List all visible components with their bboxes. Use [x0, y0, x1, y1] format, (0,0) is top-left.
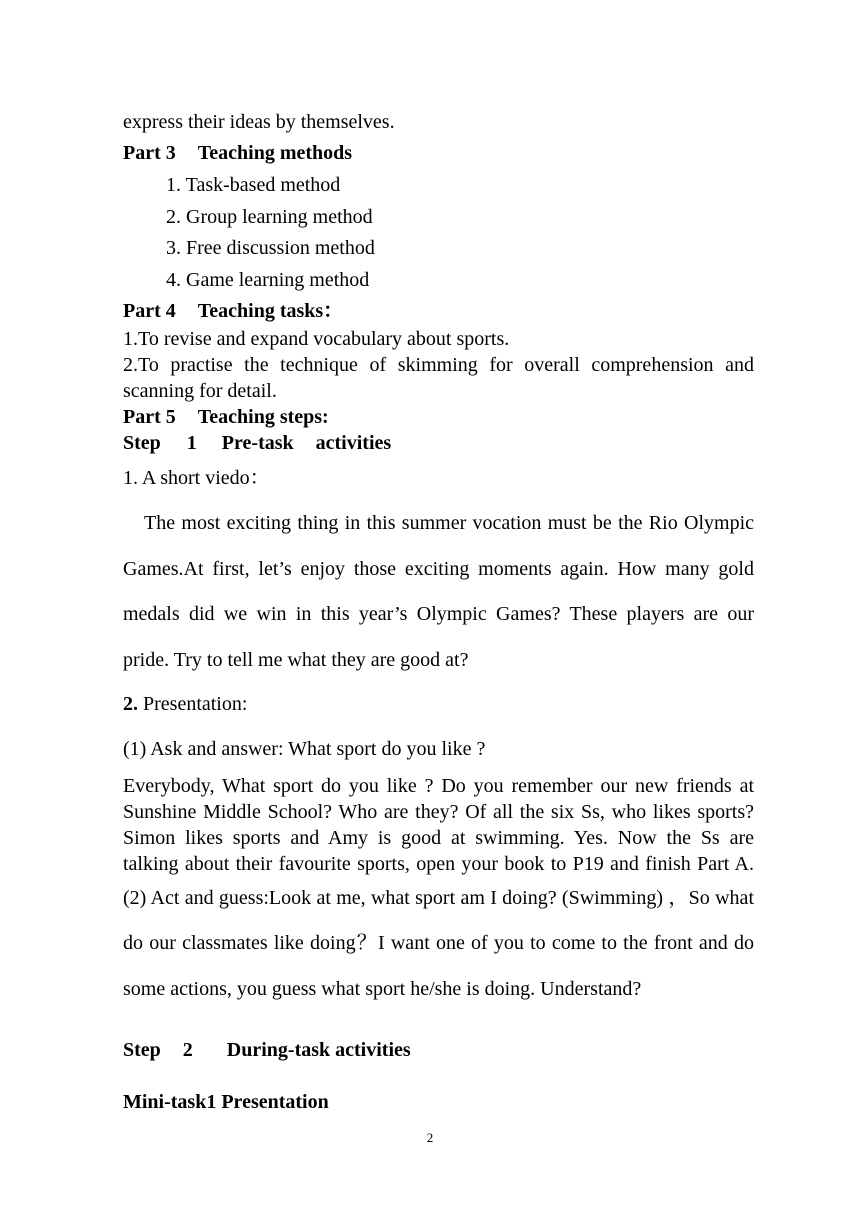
step1-heading: [123, 431, 391, 455]
task-item: 2.To practise the technique of skimming for overall comprehension and: [123, 354, 754, 376]
part5-label: Part 5: [123, 406, 176, 428]
page-number: 2: [426, 1130, 434, 1145]
task-item-continued: scanning for detail.: [123, 380, 277, 402]
part3-label: Part 3: [123, 142, 176, 164]
step1-word: Step: [123, 432, 161, 454]
step2-word: Step: [123, 1039, 161, 1061]
step1-title-a: Pre-task: [221, 432, 294, 454]
task-item: 1.To revise and expand vocabulary about sports.: [123, 328, 510, 350]
presentation-label: Presentation:: [143, 693, 248, 715]
act-line: (2) Act and guess:Look at me, what sport am I doing? (Swimming) ，So what: [123, 887, 754, 909]
video-heading: 1. A short viedo：: [123, 467, 270, 489]
method-item: 1. Task-based method: [166, 174, 341, 196]
step2-number: 2: [182, 1039, 193, 1061]
step2-heading: [123, 1038, 411, 1062]
video-line: pride. Try to tell me what they are good at?: [123, 649, 469, 671]
method-item: 4. Game learning method: [166, 269, 370, 291]
step1-number: 1: [186, 432, 197, 454]
part3-heading: [123, 141, 352, 165]
video-line: Games.At first, let’s enjoy those exciting moments again. How many gold: [123, 558, 754, 580]
act-line: do our classmates like doing？I want one of you to come to the front and do: [123, 932, 754, 954]
method-item: 2. Group learning method: [166, 206, 373, 228]
part4-label: Part 4: [123, 300, 176, 322]
ask-line: Sunshine Middle School? Who are they? Of all the six Ss, who likes sports?: [123, 801, 754, 823]
mini-task-heading: Mini-task1 Presentation: [123, 1091, 329, 1113]
ask-answer-heading: (1) Ask and answer: What sport do you like ?: [123, 738, 486, 760]
ask-line: Simon likes sports and Amy is good at swimming. Yes. Now the Ss are: [123, 827, 754, 849]
presentation-heading: [123, 692, 247, 716]
continuation-line: express their ideas by themselves.: [123, 111, 395, 133]
part4-title: Teaching tasks：: [197, 300, 344, 322]
part5-heading: [123, 405, 329, 429]
part5-title: Teaching steps:: [197, 406, 329, 428]
part3-title: Teaching methods: [197, 142, 353, 164]
method-item: 3. Free discussion method: [166, 237, 375, 259]
ask-line: Everybody, What sport do you like ? Do you remember our new friends at: [123, 775, 754, 797]
video-line: medals did we win in this year’s Olympic Games? These players are our: [123, 603, 754, 625]
step1-title-b: activities: [315, 432, 392, 454]
part4-heading: [123, 299, 343, 323]
ask-line: talking about their favourite sports, open your book to P19 and finish Part A.: [123, 853, 754, 875]
presentation-number: 2.: [123, 693, 138, 715]
step2-title: During-task activities: [226, 1039, 411, 1061]
video-line: The most exciting thing in this summer vocation must be the Rio Olympic: [144, 512, 754, 534]
act-line: some actions, you guess what sport he/she is doing. Understand?: [123, 978, 642, 1000]
